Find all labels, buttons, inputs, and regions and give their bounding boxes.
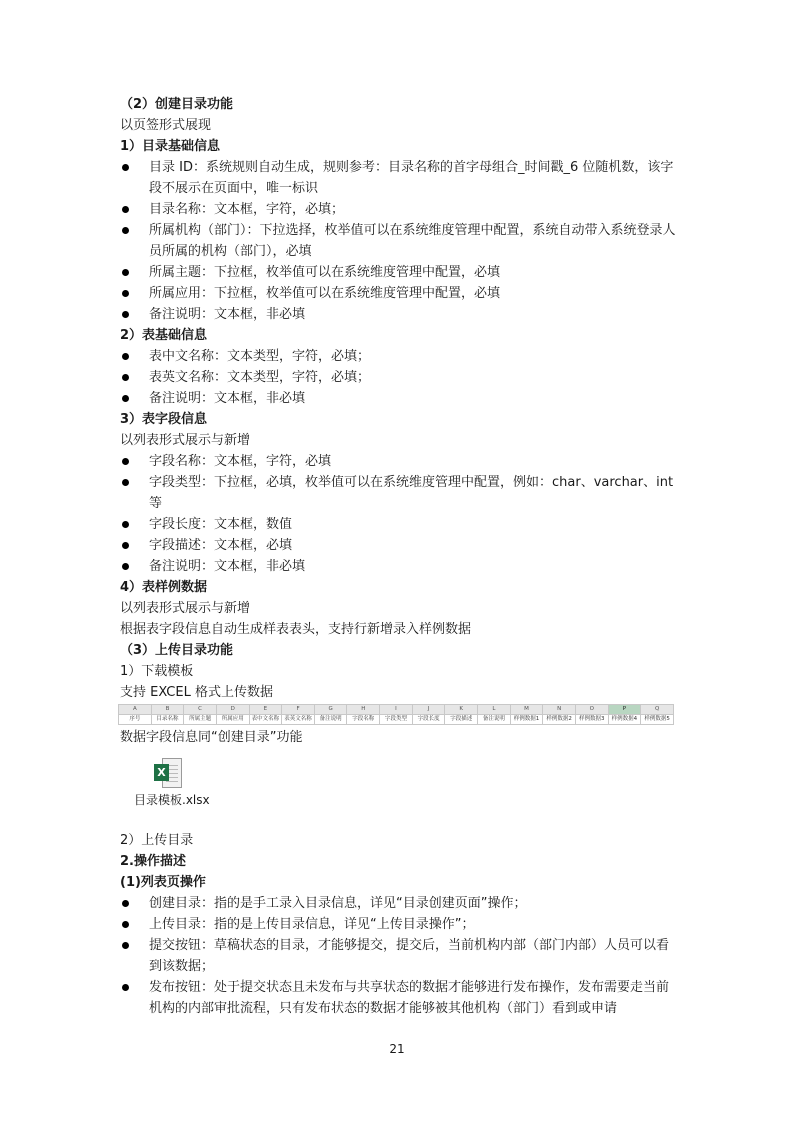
bullet-item: 创建目录：指的是手工录入目录信息，详见“目录创建页面”操作；	[120, 893, 680, 914]
subsection-heading: 4）表样例数据	[120, 580, 208, 595]
bullet-list	[120, 346, 680, 409]
bullet-list	[120, 451, 680, 577]
sheet-column-letters	[119, 705, 674, 715]
column-letter: K	[445, 705, 478, 715]
sheet-cell: 字段名称	[347, 715, 380, 725]
bullet-icon	[122, 227, 129, 234]
sheet-cell: 字段类型	[380, 715, 413, 725]
bullet-item: 字段描述：文本框，必填	[120, 535, 680, 556]
bullet-item: 备注说明：文本框，非必填	[120, 388, 680, 409]
paragraph: 支持 EXCEL 格式上传数据	[120, 685, 273, 700]
sheet-cell: 表英文名称	[282, 715, 315, 725]
bullet-item: 目录名称：文本框，字符，必填；	[120, 199, 680, 220]
column-letter: J	[412, 705, 445, 715]
bullet-icon	[122, 942, 129, 949]
bullet-list	[120, 893, 680, 1019]
bullet-icon	[122, 374, 129, 381]
page-number: 21	[389, 1042, 405, 1056]
subsection-heading: 1）目录基础信息	[120, 139, 221, 154]
sheet-cell: 样例数据2	[543, 715, 576, 725]
paragraph: 1）下载模板	[120, 664, 194, 679]
bullet-icon	[122, 542, 129, 549]
bullet-item: 提交按钮：草稿状态的目录，才能够提交，提交后，当前机构内部（部门内部）人员可以看到该数据；	[120, 935, 680, 977]
subsection-heading: (1)列表页操作	[120, 875, 206, 890]
excel-x-icon: X	[154, 764, 169, 781]
bullet-icon	[122, 164, 129, 171]
paragraph: 2）上传目录	[120, 833, 194, 848]
subsection-heading: 3）表字段信息	[120, 412, 208, 427]
bullet-item: 备注说明：文本框，非必填	[120, 304, 680, 325]
column-letter: N	[543, 705, 576, 715]
column-letter: L	[478, 705, 511, 715]
excel-file-icon[interactable]	[154, 758, 182, 788]
bullet-item: 所属主题：下拉框，枚举值可以在系统维度管理中配置，必填	[120, 262, 680, 283]
bullet-icon	[122, 353, 129, 360]
column-letter: Q	[641, 705, 674, 715]
sheet-cell: 字段长度	[412, 715, 445, 725]
paragraph: 以列表形式展示与新增	[120, 433, 251, 448]
bullet-icon	[122, 984, 129, 991]
bullet-icon	[122, 921, 129, 928]
sheet-cell: 样例数据3	[575, 715, 608, 725]
bullet-item: 备注说明：文本框，非必填	[120, 556, 680, 577]
section-heading: 2.操作描述	[120, 854, 186, 869]
column-letter-selected: P	[608, 705, 641, 715]
column-letter: I	[380, 705, 413, 715]
bullet-icon	[122, 269, 129, 276]
bullet-item: 发布按钮：处于提交状态且未发布与共享状态的数据才能够进行发布操作，发布需要走当前机构的内部审批流程，只有发布状态的数据才能够被其他机构（部门）看到或申请	[120, 977, 680, 1019]
paragraph: 根据表字段信息自动生成样表表头，支持行新增录入样例数据	[120, 622, 472, 637]
sheet-cell: 样例数据5	[641, 715, 674, 725]
column-letter: O	[575, 705, 608, 715]
bullet-icon	[122, 395, 129, 402]
bullet-icon	[122, 290, 129, 297]
column-letter: G	[314, 705, 347, 715]
sheet-cell: 所属应用	[216, 715, 249, 725]
section-heading: （3）上传目录功能	[120, 643, 234, 658]
bullet-icon	[122, 900, 129, 907]
sheet-cell: 序号	[119, 715, 152, 725]
column-letter: H	[347, 705, 380, 715]
sheet-cell: 备注说明	[314, 715, 347, 725]
bullet-item: 字段类型：下拉框，必填，枚举值可以在系统维度管理中配置，例如：char、varchar、int 等	[120, 472, 680, 514]
column-letter: F	[282, 705, 315, 715]
bullet-item: 表中文名称：文本类型，字符，必填；	[120, 346, 680, 367]
sheet-cell: 样例数据4	[608, 715, 641, 725]
sheet-header-row	[119, 715, 674, 725]
column-letter: B	[151, 705, 184, 715]
sheet-cell: 字段描述	[445, 715, 478, 725]
bullet-icon	[122, 458, 129, 465]
bullet-icon	[122, 206, 129, 213]
document-body	[120, 94, 680, 1019]
excel-template-preview	[118, 704, 674, 725]
bullet-item: 上传目录：指的是上传目录信息，详见“上传目录操作”；	[120, 914, 680, 935]
column-letter: A	[119, 705, 152, 715]
sheet-cell: 目录名称	[151, 715, 184, 725]
sheet-cell: 样例数据1	[510, 715, 543, 725]
bullet-item: 字段长度：文本框，数值	[120, 514, 680, 535]
subsection-heading: 2）表基础信息	[120, 328, 208, 343]
bullet-icon	[122, 479, 129, 486]
sheet-cell: 表中文名称	[249, 715, 282, 725]
attachment-filename[interactable]: 目录模板.xlsx	[134, 793, 210, 807]
bullet-item: 目录 ID：系统规则自动生成，规则参考：目录名称的首字母组合_时间戳_6 位随机数，该字段不展示在页面中，唯一标识	[120, 157, 680, 199]
bullet-item: 表英文名称：文本类型，字符，必填；	[120, 367, 680, 388]
column-letter: M	[510, 705, 543, 715]
bullet-icon	[122, 521, 129, 528]
sheet-cell: 备注说明	[478, 715, 511, 725]
column-letter: E	[249, 705, 282, 715]
paragraph: 数据字段信息同“创建目录”功能	[120, 730, 303, 745]
bullet-item: 所属应用：下拉框，枚举值可以在系统维度管理中配置，必填	[120, 283, 680, 304]
section-heading: （2）创建目录功能	[120, 97, 234, 112]
bullet-icon	[122, 563, 129, 570]
bullet-item: 字段名称：文本框，字符，必填	[120, 451, 680, 472]
bullet-item: 所属机构（部门）：下拉选择，枚举值可以在系统维度管理中配置，系统自动带入系统登录人员所属的机构（部门），必填	[120, 220, 680, 262]
paragraph: 以列表形式展示与新增	[120, 601, 251, 616]
bullet-icon	[122, 311, 129, 318]
sheet-cell: 所属主题	[184, 715, 217, 725]
paragraph: 以页签形式展现	[120, 118, 212, 133]
column-letter: C	[184, 705, 217, 715]
bullet-list	[120, 157, 680, 325]
column-letter: D	[216, 705, 249, 715]
